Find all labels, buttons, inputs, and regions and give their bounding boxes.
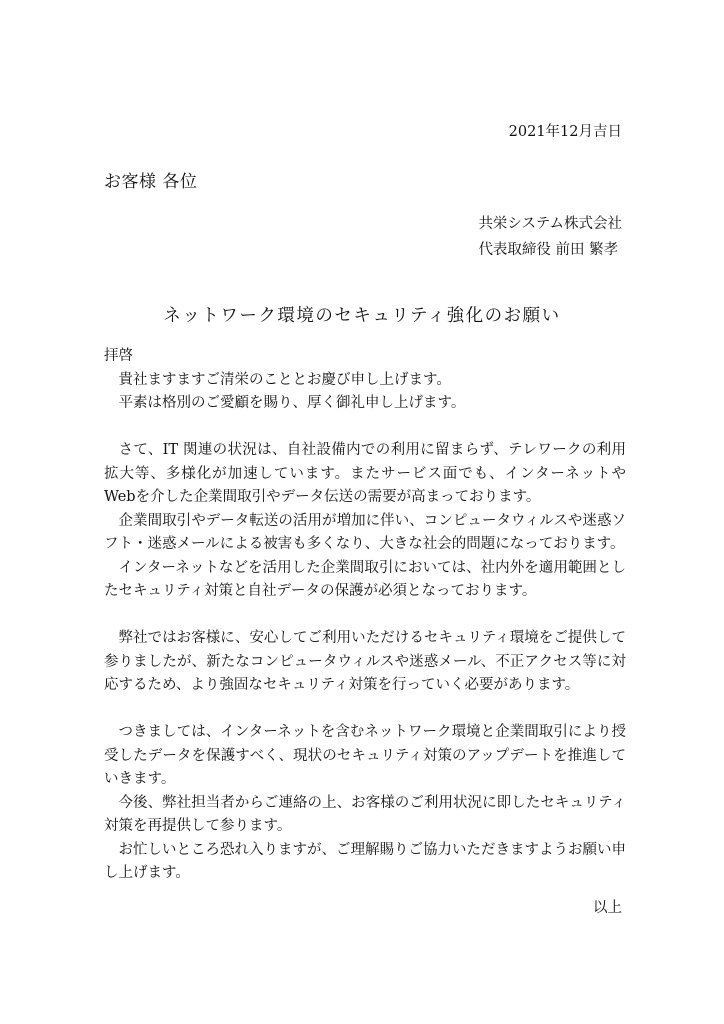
greeting-paragraph: 貴社ますますご清栄のこととお慶び申し上げます。: [118, 371, 451, 388]
closing-word: 以上: [593, 900, 622, 916]
sender-block: [478, 211, 622, 263]
body-paragraph: インターネットなどを活用した企業間取引においては、社内外を適用範囲としたセキュリティ対策と自社データの保護が必須となっております。: [104, 559, 626, 599]
letter-body: [104, 345, 626, 886]
paragraph-gap: [104, 698, 626, 722]
sender-representative: 代表取締役 前田 繁孝: [478, 242, 619, 258]
body-paragraph: 企業間取引やデータ転送の活用が増加に伴い、コンピュータウィルスや迷惑ソフト・迷惑メールによる被害も多くなり、大きな社会的問題になっております。: [104, 512, 626, 552]
opening-word: 拝啓: [104, 348, 133, 364]
letter-date: 2021年12月吉日: [508, 124, 622, 140]
addressee: お客様 各位: [104, 172, 198, 192]
greeting-paragraph: 平素は格別のご愛顧を賜り、厚く御礼申し上げます。: [118, 395, 466, 411]
letter-title: ネットワーク環境のセキュリティ強化のお願い: [163, 306, 561, 326]
body-paragraph: つきましては、インターネットを含むネットワーク環境と企業間取引により授受したデータを保護すべく、現状のセキュリティ対策のアップデートを推進していきます。: [104, 724, 626, 787]
paragraph-gap: [104, 416, 626, 440]
paragraph-gap: [104, 604, 626, 628]
body-paragraph: さて、IT 関連の状況は、自社設備内での利用に留まらず、テレワークの利用拡大等、多様化が加速しています。またサービス面でも、インターネットやWebを介した企業間取引やデータ伝送の需要が高まっております。: [104, 442, 626, 505]
body-paragraph: お忙しいところ恐れ入りますが、ご理解賜りご協力いただきますようお願い申し上げます。: [104, 841, 626, 881]
sender-company: 共栄システム株式会社: [478, 216, 622, 232]
body-paragraph: 今後、弊社担当者からご連絡の上、お客様のご利用状況に即したセキュリティ対策を再提供して参ります。: [104, 794, 626, 834]
body-paragraph: 弊社ではお客様に、安心してご利用いただけるセキュリティ環境をご提供して参りましたが、新たなコンピュータウィルスや迷惑メール、不正アクセス等に対応するため、より強固なセキュリティ対策を行っていく必要があります。: [104, 630, 626, 693]
